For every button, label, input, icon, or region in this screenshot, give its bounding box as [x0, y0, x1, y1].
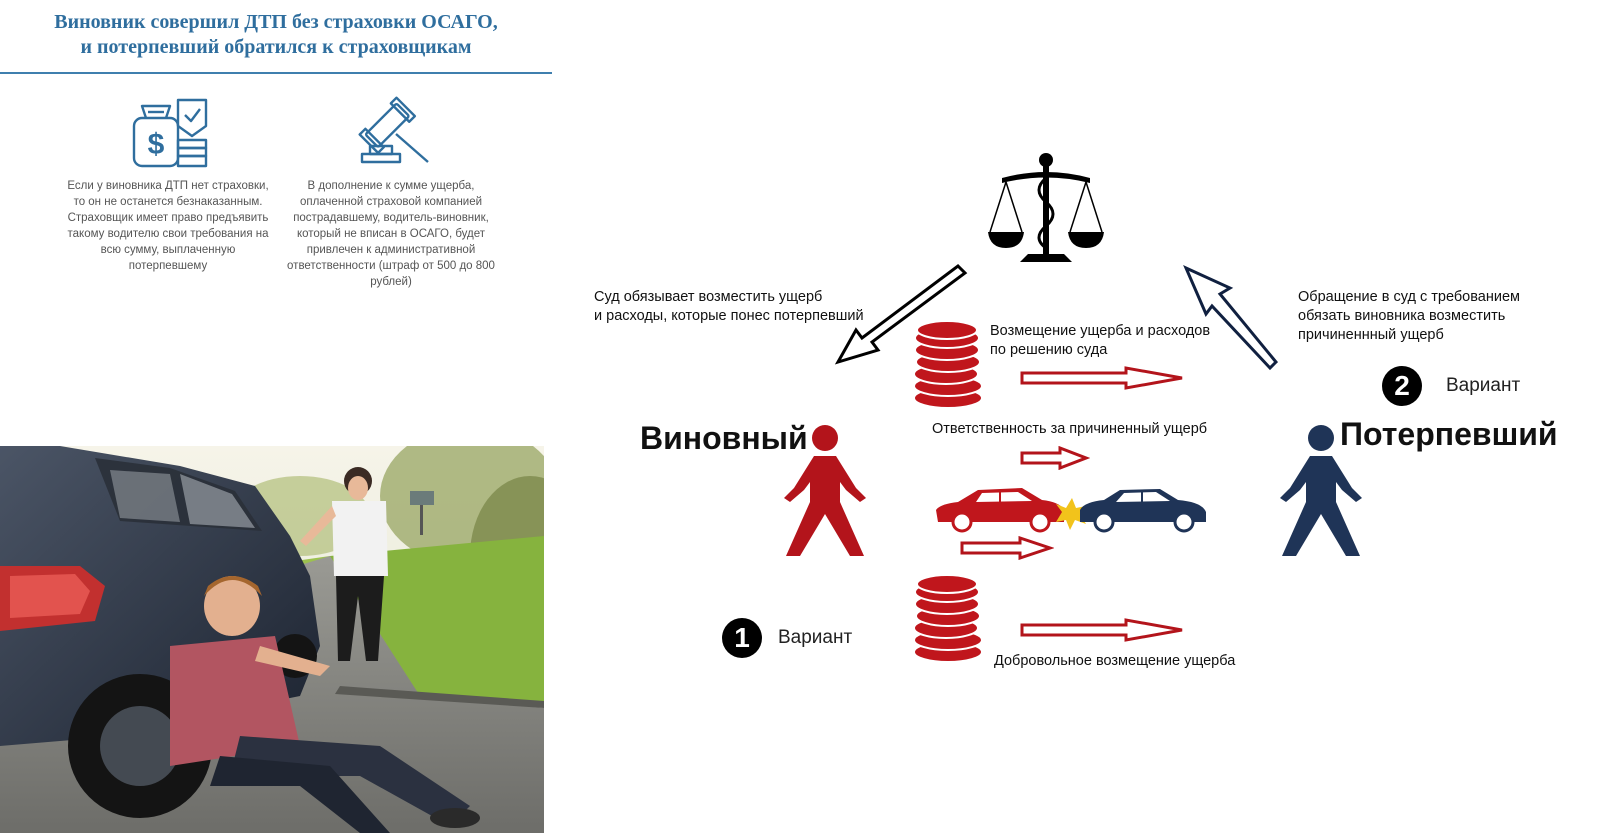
- court-caption-right: [1298, 288, 1578, 345]
- court-caption-right-line-2: обязать виновника возместить: [1298, 308, 1506, 324]
- title-line-2: и потерпевший обратился к страховщикам: [80, 36, 472, 58]
- responsibility-arrow: [1020, 446, 1090, 470]
- info-text-right: В дополнение к сумме ущерба, оплаченной страховой компанией пострадавшему, водитель-виновник, который не вписан в ОСАГО, будет привлечен к административной ответственности (штраф от 500 до 800 рублей): [287, 180, 495, 288]
- compensation-court-line-1: Возмещение ущерба и расходов: [990, 323, 1211, 339]
- variant-1-badge: 1: [722, 618, 762, 658]
- variant-1-label: Вариант: [778, 627, 853, 648]
- scales-of-justice-icon: [988, 150, 1108, 265]
- court-caption-left-line-1: Суд обязывает возместить ущерб: [594, 289, 823, 305]
- voluntary-caption: Добровольное возмещение ущерба: [994, 653, 1236, 669]
- money-bag-icon: [132, 96, 212, 172]
- red-car-icon: [936, 488, 1064, 531]
- title-line-1: Виновник совершил ДТП без страховки ОСАГО,: [54, 11, 498, 33]
- info-text-left: Если у виновника ДТП нет страховки, то он не останется безнаказанным. Страховщик имеет право предъявить такому водителю свои требования на всю сумму, выплаченную потерпевшему: [67, 180, 269, 272]
- compensation-court-line-2: по решению суда: [990, 342, 1108, 358]
- coins-stack-icon-2: [910, 574, 984, 664]
- court-caption-right-line-3: причиненнный ущерб: [1298, 327, 1444, 343]
- court-caption-left-line-2: и расходы, которые понес потерпевший: [594, 308, 864, 324]
- compensation-arrow: [1020, 366, 1186, 390]
- guilty-label: Виновный: [640, 420, 808, 456]
- voluntary-arrow: [1020, 618, 1186, 642]
- page-title: [0, 10, 552, 60]
- gavel-icon: [358, 96, 438, 172]
- variant-2-label: Вариант: [1446, 375, 1521, 396]
- collision-arrow: [960, 536, 1054, 560]
- svg-text:$: $: [147, 128, 165, 161]
- coins-stack-icon: [910, 320, 984, 410]
- accident-photo: [0, 446, 544, 833]
- guilty-person-icon: [780, 424, 870, 558]
- court-caption-right-line-1: Обращение в суд с требованием: [1298, 289, 1520, 305]
- car-collision-icon: [934, 484, 1210, 534]
- compensation-court-caption: [990, 322, 1250, 360]
- header-divider: [0, 72, 552, 74]
- court-caption-left: [594, 288, 884, 326]
- victim-label: Потерпевший: [1340, 416, 1558, 452]
- blue-car-icon: [1080, 489, 1206, 531]
- variant-2-badge: 2: [1382, 366, 1422, 406]
- responsibility-caption: Ответственность за причиненный ущерб: [932, 421, 1208, 437]
